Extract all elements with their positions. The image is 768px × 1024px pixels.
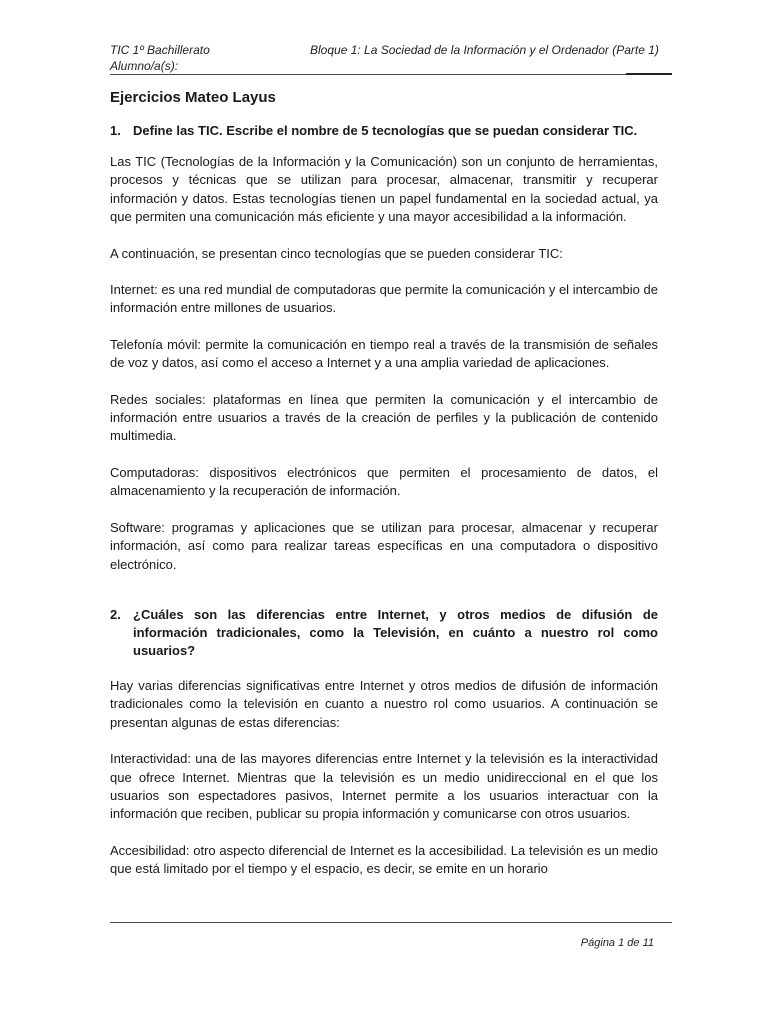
question-1-number: 1.: [110, 123, 121, 138]
header-block-title: Bloque 1: La Sociedad de la Información y el Ordenador (Parte 1): [310, 43, 659, 57]
paragraph-social-networks: Redes sociales: plataformas en línea que permiten la comunicación y el intercambio de información entre usuarios a través de la creación de perfiles y la publicación de contenido multimedia.: [110, 391, 658, 444]
document-title: Ejercicios Mateo Layus: [110, 89, 276, 106]
page-number: Página 1 de 11: [580, 937, 654, 949]
paragraph-internet: Internet: es una red mundial de computadoras que permite la comunicación y el intercambio de información entre millones de usuarios.: [110, 282, 658, 316]
paragraph-tic-definition: Las TIC (Tecnologías de la Información y la Comunicación) son un conjunto de herramientas, procesos y técnicas que se utilizan para procesar, almacenar, transmitir y recuperar información y datos. Estas tecnologías tienen un papel fundamental en la sociedad actual, ya que permiten una comunicación más eficiente y una mayor accesibilidad a la información.: [110, 154, 658, 225]
question-2-text: ¿Cuáles son las diferencias entre Internet, y otros medios de difusión de información tradicionales, como la Televisión, en cuánto a nuestro rol como usuarios?: [133, 606, 658, 658]
header-rule-accent: [626, 73, 672, 75]
paragraph-interactivity: Interactividad: una de las mayores diferencias entre Internet y la televisión es la interactividad que ofrece Internet. Mientras que la televisión es un medio unidireccional en el que los usuarios son espectadores pasivos, Internet permite a los usuarios interactuar con la información que reciben, publicar su propia información y comunicarse con otros usuarios.: [110, 751, 658, 822]
question-2-number: 2.: [110, 606, 121, 622]
question-2: [110, 606, 658, 660]
paragraph-mobile: Telefonía móvil: permite la comunicación en tiempo real a través de la transmisión de señales de voz y datos, así como el acceso a Internet y a una amplia variedad de aplicaciones.: [110, 336, 658, 371]
footer-rule: [110, 922, 672, 923]
paragraph-tic-intro: A continuación, se presentan cinco tecnologías que se pueden considerar TIC:: [110, 245, 563, 261]
paragraph-computers: Computadoras: dispositivos electrónicos que permiten el procesamiento de datos, el almacenamiento y la recuperación de información.: [110, 464, 658, 499]
paragraph-accessibility: Accesibilidad: otro aspecto diferencial de Internet es la accesibilidad. La televisión es un medio que está limitado por el tiempo y el espacio, es decir, se emite en un horario: [110, 842, 658, 877]
question-1: [110, 122, 658, 140]
header-student-label: Alumno/a(s):: [110, 59, 179, 73]
header-course: TIC 1º Bachillerato: [110, 43, 210, 57]
paragraph-software: Software: programas y aplicaciones que se utilizan para procesar, almacenar y recuperar información, así como para realizar tareas específicas en una computadora o dispositivo electrónico.: [110, 519, 658, 572]
header-rule: [110, 74, 672, 75]
question-1-text: Define las TIC. Escribe el nombre de 5 tecnologías que se puedan considerar TIC.: [133, 123, 638, 138]
document-body: [110, 88, 658, 916]
paragraph-differences-intro: Hay varias diferencias significativas entre Internet y otros medios de difusión de información tradicionales como la televisión en cuanto a nuestro rol como usuarios. A continuación se presentan algunas de estas diferencias:: [110, 677, 658, 730]
